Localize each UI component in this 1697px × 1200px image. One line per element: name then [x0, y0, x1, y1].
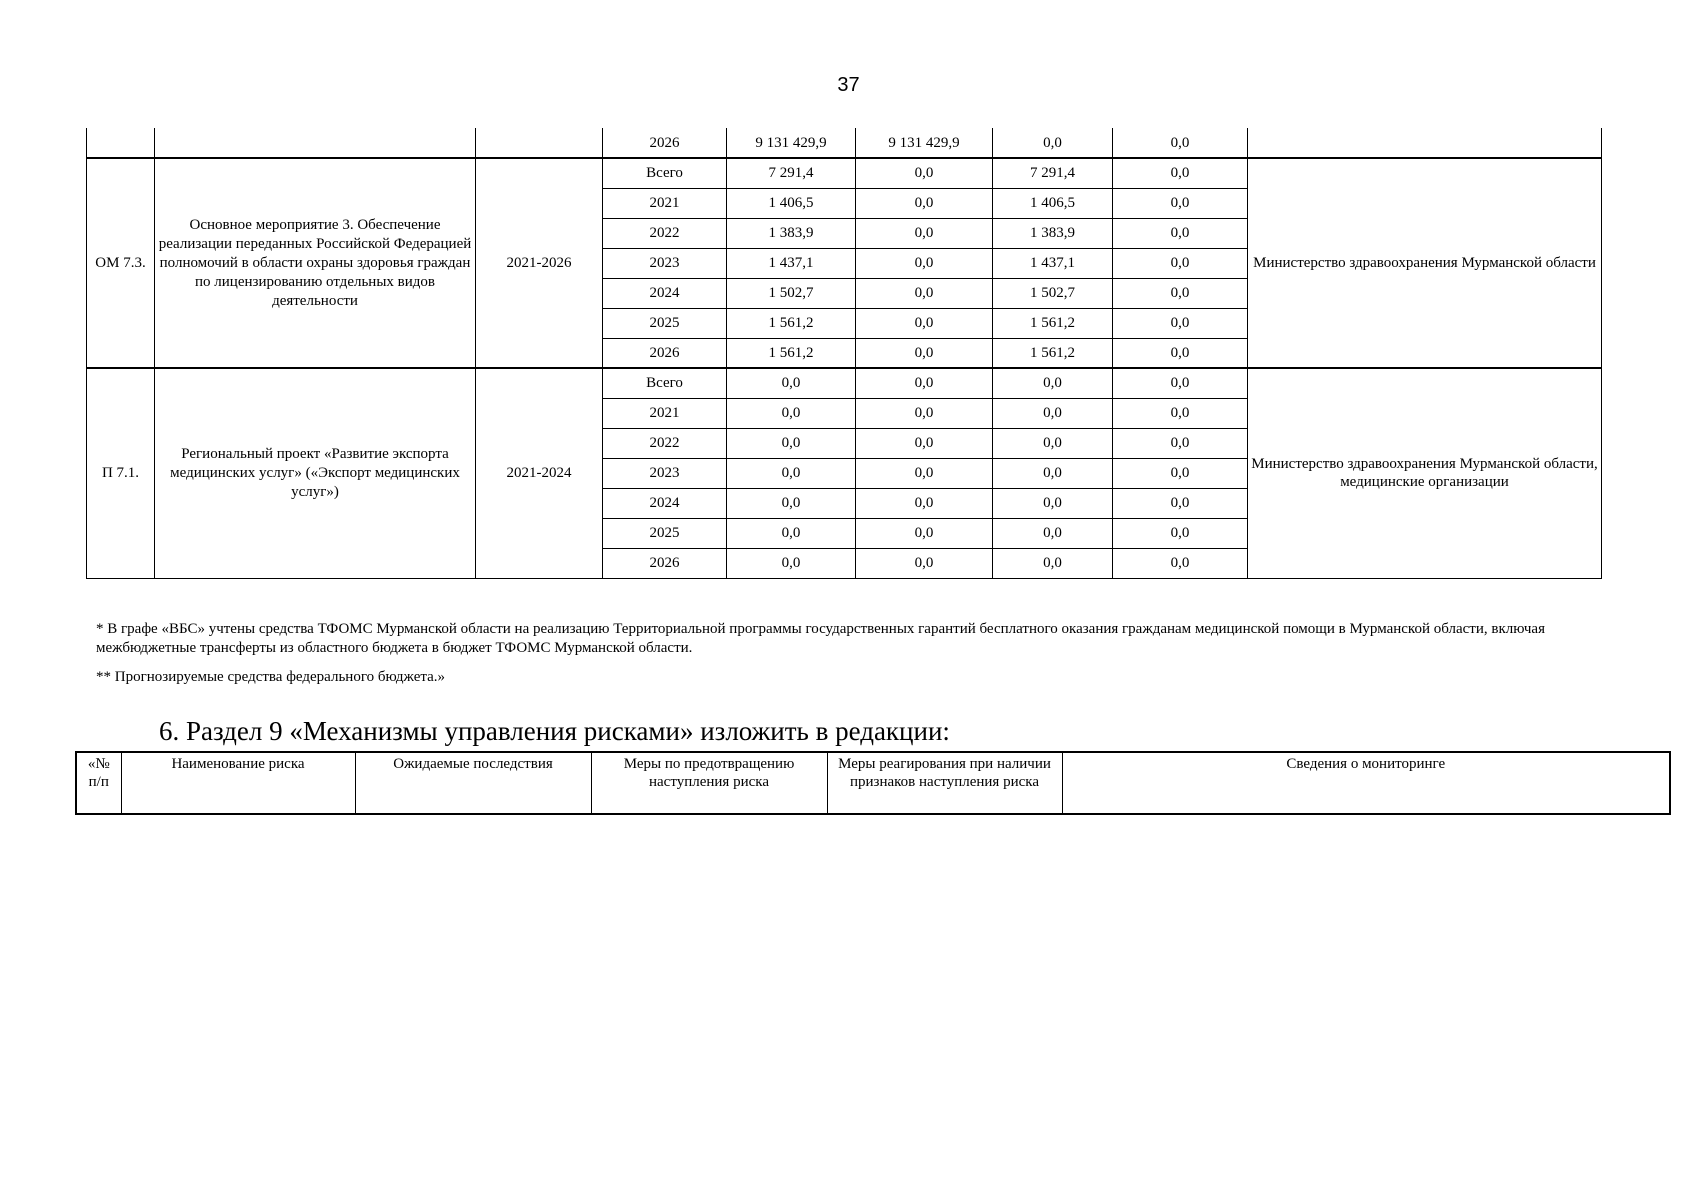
- year-cell: 2023: [603, 458, 727, 488]
- footnote-federal: ** Прогнозируемые средства федерального бюджета.»: [96, 669, 446, 685]
- value-cell: 0,0: [1113, 368, 1248, 398]
- value-cell: 0,0: [727, 458, 856, 488]
- risk-table-header-row: [76, 752, 1670, 814]
- value-cell: 0,0: [1113, 188, 1248, 218]
- year-cell: 2026: [603, 128, 727, 158]
- value-cell: 7 291,4: [727, 158, 856, 188]
- value-cell: 0,0: [856, 518, 993, 548]
- table-row: [87, 128, 1602, 158]
- year-cell: 2022: [603, 218, 727, 248]
- name-cell: Региональный проект «Развитие экспорта медицинских услуг» («Экспорт медицинских услуг»): [155, 368, 476, 578]
- code-cell: П 7.1.: [87, 368, 155, 578]
- financing-table: [86, 128, 1602, 579]
- value-cell: 0,0: [856, 548, 993, 578]
- value-cell: 0,0: [993, 518, 1113, 548]
- value-cell: 0,0: [856, 218, 993, 248]
- value-cell: 0,0: [1113, 488, 1248, 518]
- value-cell: 1 561,2: [727, 308, 856, 338]
- period-cell: 2021-2024: [476, 368, 603, 578]
- value-cell: 0,0: [856, 278, 993, 308]
- value-cell: 0,0: [856, 398, 993, 428]
- value-cell: 0,0: [1113, 428, 1248, 458]
- value-cell: 0,0: [727, 488, 856, 518]
- value-cell: 0,0: [993, 548, 1113, 578]
- value-cell: 1 561,2: [993, 338, 1113, 368]
- page-number: 37: [837, 74, 860, 96]
- value-cell: 0,0: [993, 488, 1113, 518]
- value-cell: 0,0: [1113, 128, 1248, 158]
- period-cell: [476, 128, 603, 158]
- header-monitoring: Сведения о мониторинге: [1062, 752, 1670, 814]
- value-cell: 0,0: [993, 458, 1113, 488]
- year-cell: 2025: [603, 518, 727, 548]
- code-cell: ОМ 7.3.: [87, 158, 155, 368]
- value-cell: 0,0: [993, 428, 1113, 458]
- value-cell: 1 406,5: [727, 188, 856, 218]
- year-cell: 2021: [603, 188, 727, 218]
- table-row: [87, 368, 1602, 398]
- header-number: «№ п/п: [76, 752, 121, 814]
- value-cell: 1 502,7: [993, 278, 1113, 308]
- value-cell: 0,0: [856, 368, 993, 398]
- value-cell: 0,0: [727, 428, 856, 458]
- value-cell: 0,0: [1113, 548, 1248, 578]
- year-cell: Всего: [603, 368, 727, 398]
- value-cell: 0,0: [993, 128, 1113, 158]
- year-cell: 2022: [603, 428, 727, 458]
- value-cell: 1 561,2: [727, 338, 856, 368]
- executor-cell: Министерство здравоохранения Мурманской области, медицинские организации: [1248, 368, 1602, 578]
- risk-table: [75, 751, 1671, 815]
- header-risk-name: Наименование риска: [121, 752, 355, 814]
- header-prevention: Меры по предотвращению наступления риска: [591, 752, 827, 814]
- value-cell: 1 437,1: [993, 248, 1113, 278]
- value-cell: 9 131 429,9: [727, 128, 856, 158]
- value-cell: 1 561,2: [993, 308, 1113, 338]
- value-cell: 1 502,7: [727, 278, 856, 308]
- value-cell: 0,0: [727, 518, 856, 548]
- value-cell: 0,0: [993, 368, 1113, 398]
- year-cell: 2026: [603, 338, 727, 368]
- value-cell: 0,0: [856, 188, 993, 218]
- value-cell: 0,0: [1113, 218, 1248, 248]
- value-cell: 9 131 429,9: [856, 128, 993, 158]
- year-cell: Всего: [603, 158, 727, 188]
- value-cell: 7 291,4: [993, 158, 1113, 188]
- period-cell: 2021-2026: [476, 158, 603, 368]
- value-cell: 0,0: [727, 548, 856, 578]
- year-cell: 2021: [603, 398, 727, 428]
- year-cell: 2024: [603, 488, 727, 518]
- value-cell: 0,0: [1113, 158, 1248, 188]
- value-cell: 0,0: [856, 308, 993, 338]
- value-cell: 0,0: [1113, 248, 1248, 278]
- value-cell: 0,0: [727, 368, 856, 398]
- value-cell: 0,0: [1113, 398, 1248, 428]
- code-cell: [87, 128, 155, 158]
- value-cell: 0,0: [1113, 458, 1248, 488]
- value-cell: 0,0: [1113, 518, 1248, 548]
- name-cell: [155, 128, 476, 158]
- value-cell: 1 383,9: [993, 218, 1113, 248]
- value-cell: 0,0: [993, 398, 1113, 428]
- value-cell: 0,0: [1113, 308, 1248, 338]
- table-row: [87, 158, 1602, 188]
- value-cell: 0,0: [856, 158, 993, 188]
- header-response: Меры реагирования при наличии признаков наступления риска: [827, 752, 1062, 814]
- executor-cell: Министерство здравоохранения Мурманской области: [1248, 158, 1602, 368]
- year-cell: 2026: [603, 548, 727, 578]
- value-cell: 0,0: [856, 458, 993, 488]
- value-cell: 1 437,1: [727, 248, 856, 278]
- name-cell: Основное мероприятие 3. Обеспечение реализации переданных Российской Федерацией полномочий в области охраны здоровья граждан по лицензированию отдельных видов деятельности: [155, 158, 476, 368]
- year-cell: 2025: [603, 308, 727, 338]
- value-cell: 0,0: [856, 338, 993, 368]
- year-cell: 2024: [603, 278, 727, 308]
- value-cell: 0,0: [856, 488, 993, 518]
- value-cell: 1 406,5: [993, 188, 1113, 218]
- value-cell: 0,0: [1113, 278, 1248, 308]
- header-consequences: Ожидаемые последствия: [355, 752, 591, 814]
- value-cell: 0,0: [727, 398, 856, 428]
- value-cell: 1 383,9: [727, 218, 856, 248]
- value-cell: 0,0: [856, 428, 993, 458]
- footnote-vbs: * В графе «ВБС» учтены средства ТФОМС Мурманской области на реализацию Территориальной программы государственных гарантий бесплатного оказания гражданам медицинской помощи в Мурманской области, включая межбюджетные трансферты из областного бюджета в бюджет ТФОМС Мурманской области.: [96, 621, 1545, 656]
- section-heading: 6. Раздел 9 «Механизмы управления рисками» изложить в редакции:: [159, 716, 950, 746]
- financing-table-body: [87, 128, 1602, 578]
- value-cell: 0,0: [856, 248, 993, 278]
- value-cell: 0,0: [1113, 338, 1248, 368]
- year-cell: 2023: [603, 248, 727, 278]
- executor-cell: [1248, 128, 1602, 158]
